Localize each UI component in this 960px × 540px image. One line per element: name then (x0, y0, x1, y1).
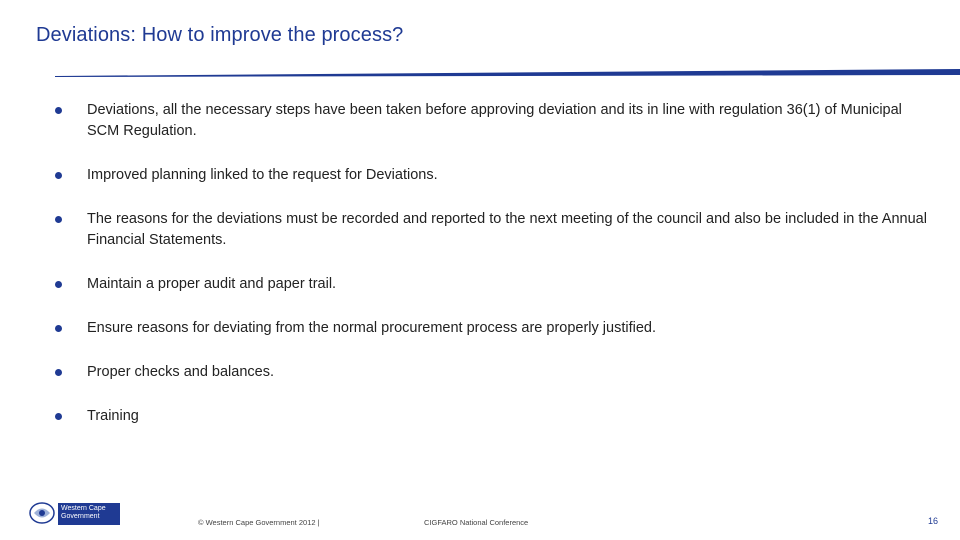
logo-wordmark: Western Cape Government (58, 503, 120, 525)
government-logo (28, 500, 122, 527)
bullet-item (52, 274, 932, 295)
bullet-dot-icon (55, 369, 62, 376)
coat-of-arms-icon (28, 501, 56, 525)
footer-conference-name: CIGFARO National Conference (424, 518, 529, 527)
bullet-list (52, 100, 932, 427)
footer-copyright: © Western Cape Government 2012 | (198, 518, 320, 527)
bullet-item (52, 100, 932, 142)
bullet-text: Deviations, all the necessary steps have been taken before approving deviation and its in line with regulation 36(1) of Municipal SCM Regulation. (87, 102, 902, 139)
bullet-text: Proper checks and balances. (87, 364, 274, 380)
bullet-text: Training (87, 408, 139, 424)
bullet-dot-icon (55, 172, 62, 179)
bullet-item (52, 406, 932, 427)
bullet-text: Ensure reasons for deviating from the normal procurement process are properly justified. (87, 320, 656, 336)
title-divider-rule (0, 0, 960, 90)
bullet-dot-icon (55, 107, 62, 114)
bullet-item (52, 318, 932, 339)
bullet-text: Improved planning linked to the request for Deviations. (87, 167, 438, 183)
bullet-dot-icon (55, 325, 62, 332)
bullet-item (52, 209, 932, 251)
bullet-dot-icon (55, 216, 62, 223)
page-number: 16 (927, 516, 938, 526)
slide-title: Deviations: How to improve the process? (36, 24, 404, 46)
bullet-dot-icon (55, 413, 62, 420)
bullet-text: Maintain a proper audit and paper trail. (87, 276, 337, 292)
bullet-item (52, 362, 932, 383)
bullet-text: The reasons for the deviations must be recorded and reported to the next meeting of the council and also be included in the Annual Financial Statements. (87, 211, 927, 248)
bullet-item (52, 165, 932, 186)
bullet-dot-icon (55, 281, 62, 288)
